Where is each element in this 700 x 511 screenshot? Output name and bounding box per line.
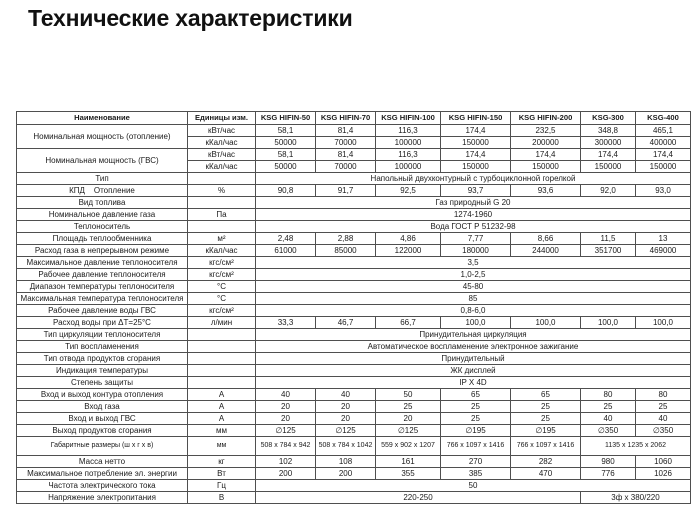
value-cell: Принудительная циркуляция xyxy=(256,329,691,341)
value-cell: 93,7 xyxy=(441,185,511,197)
unit-cell: °С xyxy=(188,293,256,305)
row-label-cell: Габаритные размеры (ш х г х в) xyxy=(17,437,188,456)
unit-cell: кКал/час xyxy=(188,245,256,257)
unit-cell xyxy=(188,341,256,353)
unit-cell: А xyxy=(188,401,256,413)
value-cell: 100,0 xyxy=(581,317,636,329)
unit-cell: Гц xyxy=(188,480,256,492)
value-cell: ∅350 xyxy=(636,425,691,437)
table-row xyxy=(17,293,691,305)
table-row xyxy=(17,492,691,504)
row-label-cell: Максимальное потребление эл. энергии xyxy=(17,468,188,480)
value-cell: 161 xyxy=(376,456,441,468)
value-cell: 100,0 xyxy=(636,317,691,329)
value-cell: 180000 xyxy=(441,245,511,257)
value-cell: 85 xyxy=(256,293,691,305)
table-row xyxy=(17,125,691,137)
value-cell: 65 xyxy=(511,389,581,401)
value-cell: 100000 xyxy=(376,161,441,173)
value-cell: 244000 xyxy=(511,245,581,257)
value-cell: 25 xyxy=(376,401,441,413)
value-cell: 469000 xyxy=(636,245,691,257)
value-cell: 385 xyxy=(441,468,511,480)
table-row xyxy=(17,480,691,492)
row-label-cell: Вход и выход ГВС xyxy=(17,413,188,425)
row-label-cell: Максимальное давление теплоносителя xyxy=(17,257,188,269)
unit-cell xyxy=(188,365,256,377)
value-cell: 50 xyxy=(376,389,441,401)
value-cell: 4,86 xyxy=(376,233,441,245)
table-row xyxy=(17,456,691,468)
value-cell: 766 x 1097 x 1416 xyxy=(511,437,581,456)
row-label-cell: Теплоноситель xyxy=(17,221,188,233)
table-row xyxy=(17,173,691,185)
table-row xyxy=(17,425,691,437)
value-cell: ∅125 xyxy=(316,425,376,437)
column-header: KSG HIFIN-200 xyxy=(511,112,581,125)
value-cell: 174,4 xyxy=(441,149,511,161)
value-cell: 50 xyxy=(256,480,691,492)
value-cell: 508 x 784 x 1042 xyxy=(316,437,376,456)
value-cell: ∅195 xyxy=(441,425,511,437)
row-label-cell: Рабочее давление теплоносителя xyxy=(17,269,188,281)
row-label-cell: Вид топлива xyxy=(17,197,188,209)
value-cell: 80 xyxy=(636,389,691,401)
value-cell: 465,1 xyxy=(636,125,691,137)
value-cell: 348,8 xyxy=(581,125,636,137)
table-row xyxy=(17,197,691,209)
value-cell: 980 xyxy=(581,456,636,468)
value-cell: 8,66 xyxy=(511,233,581,245)
row-label-cell: Номинальная мощность (ГВС) xyxy=(17,149,188,173)
value-cell: 116,3 xyxy=(376,125,441,137)
unit-cell: °С xyxy=(188,281,256,293)
value-cell: 25 xyxy=(441,413,511,425)
value-cell: 40 xyxy=(581,413,636,425)
table-row xyxy=(17,389,691,401)
value-cell: 200000 xyxy=(511,137,581,149)
value-cell: ∅125 xyxy=(376,425,441,437)
unit-cell: кВт/час xyxy=(188,149,256,161)
table-row xyxy=(17,245,691,257)
value-cell: 40 xyxy=(636,413,691,425)
value-cell: 81,4 xyxy=(316,149,376,161)
row-label-cell: КПД Отопление xyxy=(17,185,188,197)
unit-cell: кКал/час xyxy=(188,137,256,149)
value-cell: 1274-1960 xyxy=(256,209,691,221)
row-label-cell: Степень защиты xyxy=(17,377,188,389)
unit-cell xyxy=(188,197,256,209)
value-cell: 25 xyxy=(581,401,636,413)
row-label-cell: Вход газа xyxy=(17,401,188,413)
value-cell: Автоматическое воспламенение электронное зажигание xyxy=(256,341,691,353)
value-cell: 150000 xyxy=(441,161,511,173)
row-label-cell: Масса нетто xyxy=(17,456,188,468)
row-label-cell: Площадь теплообменника xyxy=(17,233,188,245)
value-cell: 282 xyxy=(511,456,581,468)
value-cell: 174,4 xyxy=(511,149,581,161)
row-label-cell: Тип воспламенения xyxy=(17,341,188,353)
column-header: Наименование xyxy=(17,112,188,125)
value-cell: 150000 xyxy=(511,161,581,173)
table-row xyxy=(17,281,691,293)
value-cell: 20 xyxy=(376,413,441,425)
value-cell: 300000 xyxy=(581,137,636,149)
value-cell: ∅195 xyxy=(511,425,581,437)
table-row xyxy=(17,341,691,353)
row-label-cell: Напряжение электропитания xyxy=(17,492,188,504)
value-cell: 7,77 xyxy=(441,233,511,245)
value-cell: 200 xyxy=(256,468,316,480)
value-cell: 2,48 xyxy=(256,233,316,245)
value-cell: 91,7 xyxy=(316,185,376,197)
value-cell: 58,1 xyxy=(256,125,316,137)
table-header-row xyxy=(17,112,691,125)
row-label-cell: Рабочее давление воды ГВС xyxy=(17,305,188,317)
value-cell: 174,4 xyxy=(636,149,691,161)
value-cell: IP X 4D xyxy=(256,377,691,389)
value-cell: Газ природный G 20 xyxy=(256,197,691,209)
table-row xyxy=(17,377,691,389)
unit-cell xyxy=(188,329,256,341)
unit-cell: В xyxy=(188,492,256,504)
unit-cell: А xyxy=(188,413,256,425)
table-row xyxy=(17,185,691,197)
table-row xyxy=(17,257,691,269)
row-label-cell: Максимальная температура теплоносителя xyxy=(17,293,188,305)
row-label-cell: Тип циркуляции теплоносителя xyxy=(17,329,188,341)
unit-cell xyxy=(188,221,256,233)
value-cell: 81,4 xyxy=(316,125,376,137)
table-row xyxy=(17,353,691,365)
unit-cell: кг xyxy=(188,456,256,468)
row-label-cell: Вход и выход контура отопления xyxy=(17,389,188,401)
unit-cell: мм xyxy=(188,425,256,437)
table-row xyxy=(17,233,691,245)
value-cell: Принудительный xyxy=(256,353,691,365)
column-header: KSG HIFIN-150 xyxy=(441,112,511,125)
value-cell: 11,5 xyxy=(581,233,636,245)
value-cell: Напольный двухконтурный с турбоциклонной горелкой xyxy=(256,173,691,185)
row-label-cell: Диапазон температуры теплоносителя xyxy=(17,281,188,293)
table-row xyxy=(17,401,691,413)
unit-cell: кгс/см² xyxy=(188,305,256,317)
value-cell: 80 xyxy=(581,389,636,401)
value-cell: 25 xyxy=(511,413,581,425)
row-label-cell: Выход продуктов сгорания xyxy=(17,425,188,437)
row-label-cell: Расход воды при ΔТ=25°С xyxy=(17,317,188,329)
row-label-cell: Тип отвода продуктов сгорания xyxy=(17,353,188,365)
value-cell: 776 xyxy=(581,468,636,480)
value-cell: 46,7 xyxy=(316,317,376,329)
value-cell: 66,7 xyxy=(376,317,441,329)
row-label-cell: Индикация температуры xyxy=(17,365,188,377)
row-label-cell: Номинальное давление газа xyxy=(17,209,188,221)
value-cell: 508 x 784 x 942 xyxy=(256,437,316,456)
value-cell: 100,0 xyxy=(441,317,511,329)
value-cell: 150000 xyxy=(441,137,511,149)
value-cell: 20 xyxy=(256,413,316,425)
table-row xyxy=(17,269,691,281)
value-cell: 20 xyxy=(256,401,316,413)
unit-cell: А xyxy=(188,389,256,401)
value-cell: 70000 xyxy=(316,137,376,149)
unit-cell: кКал/час xyxy=(188,161,256,173)
row-label-cell: Номинальная мощность (отопление) xyxy=(17,125,188,149)
value-cell: Вода ГОСТ Р 51232-98 xyxy=(256,221,691,233)
value-cell: 3ф x 380/220 xyxy=(581,492,691,504)
value-cell: 3,5 xyxy=(256,257,691,269)
value-cell: 470 xyxy=(511,468,581,480)
value-cell: 93,6 xyxy=(511,185,581,197)
value-cell: 93,0 xyxy=(636,185,691,197)
value-cell: 25 xyxy=(441,401,511,413)
value-cell: 102 xyxy=(256,456,316,468)
value-cell: 2,88 xyxy=(316,233,376,245)
page-title: Технические характеристики xyxy=(28,5,353,31)
value-cell: 150000 xyxy=(636,161,691,173)
value-cell: 65 xyxy=(441,389,511,401)
value-cell: 1060 xyxy=(636,456,691,468)
unit-cell: л/мин xyxy=(188,317,256,329)
table-row xyxy=(17,365,691,377)
table-row xyxy=(17,437,691,456)
column-header: KSG-300 xyxy=(581,112,636,125)
unit-cell xyxy=(188,377,256,389)
value-cell: 1135 x 1235 x 2062 xyxy=(581,437,691,456)
row-label-cell: Расход газа в непрерывном режиме xyxy=(17,245,188,257)
unit-cell: % xyxy=(188,185,256,197)
column-header: KSG HIFIN-50 xyxy=(256,112,316,125)
table-row xyxy=(17,413,691,425)
value-cell: 13 xyxy=(636,233,691,245)
value-cell: 400000 xyxy=(636,137,691,149)
value-cell: 200 xyxy=(316,468,376,480)
value-cell: 220-250 xyxy=(256,492,581,504)
value-cell: 232,5 xyxy=(511,125,581,137)
value-cell: 70000 xyxy=(316,161,376,173)
value-cell: ∅125 xyxy=(256,425,316,437)
value-cell: 50000 xyxy=(256,137,316,149)
value-cell: 174,4 xyxy=(441,125,511,137)
value-cell: 92,5 xyxy=(376,185,441,197)
value-cell: 61000 xyxy=(256,245,316,257)
value-cell: 85000 xyxy=(316,245,376,257)
value-cell: 100,0 xyxy=(511,317,581,329)
unit-cell xyxy=(188,353,256,365)
table-row xyxy=(17,305,691,317)
value-cell: 40 xyxy=(256,389,316,401)
column-header: KSG HIFIN-70 xyxy=(316,112,376,125)
column-header: KSG HIFIN-100 xyxy=(376,112,441,125)
value-cell: 90,8 xyxy=(256,185,316,197)
unit-cell: кВт/час xyxy=(188,125,256,137)
table-row xyxy=(17,221,691,233)
value-cell: 351700 xyxy=(581,245,636,257)
value-cell: 355 xyxy=(376,468,441,480)
unit-cell: кгс/см² xyxy=(188,269,256,281)
value-cell: 559 x 902 x 1207 xyxy=(376,437,441,456)
table-row xyxy=(17,209,691,221)
value-cell: 108 xyxy=(316,456,376,468)
column-header: KSG-400 xyxy=(636,112,691,125)
value-cell: 20 xyxy=(316,413,376,425)
value-cell: 45-80 xyxy=(256,281,691,293)
table-row xyxy=(17,149,691,161)
value-cell: 50000 xyxy=(256,161,316,173)
table-row xyxy=(17,329,691,341)
value-cell: 116,3 xyxy=(376,149,441,161)
unit-cell xyxy=(188,173,256,185)
value-cell: 1026 xyxy=(636,468,691,480)
row-label-cell: Тип xyxy=(17,173,188,185)
value-cell: 100000 xyxy=(376,137,441,149)
row-label-cell: Частота электрического тока xyxy=(17,480,188,492)
unit-cell: Вт xyxy=(188,468,256,480)
unit-cell: м² xyxy=(188,233,256,245)
value-cell: 0,8-6,0 xyxy=(256,305,691,317)
specs-table xyxy=(16,111,691,504)
value-cell: 766 x 1097 x 1416 xyxy=(441,437,511,456)
table-body xyxy=(17,125,691,504)
value-cell: ∅350 xyxy=(581,425,636,437)
unit-cell: кгс/см² xyxy=(188,257,256,269)
table-row xyxy=(17,468,691,480)
value-cell: 33,3 xyxy=(256,317,316,329)
unit-cell: Па xyxy=(188,209,256,221)
value-cell: 25 xyxy=(511,401,581,413)
column-header: Единицы изм. xyxy=(188,112,256,125)
table-row xyxy=(17,317,691,329)
unit-cell: мм xyxy=(188,437,256,456)
value-cell: 20 xyxy=(316,401,376,413)
value-cell: 40 xyxy=(316,389,376,401)
value-cell: 122000 xyxy=(376,245,441,257)
value-cell: 270 xyxy=(441,456,511,468)
value-cell: 174,4 xyxy=(581,149,636,161)
value-cell: 1,0-2,5 xyxy=(256,269,691,281)
value-cell: 92,0 xyxy=(581,185,636,197)
value-cell: 150000 xyxy=(581,161,636,173)
value-cell: 58,1 xyxy=(256,149,316,161)
value-cell: ЖК дисплей xyxy=(256,365,691,377)
value-cell: 25 xyxy=(636,401,691,413)
